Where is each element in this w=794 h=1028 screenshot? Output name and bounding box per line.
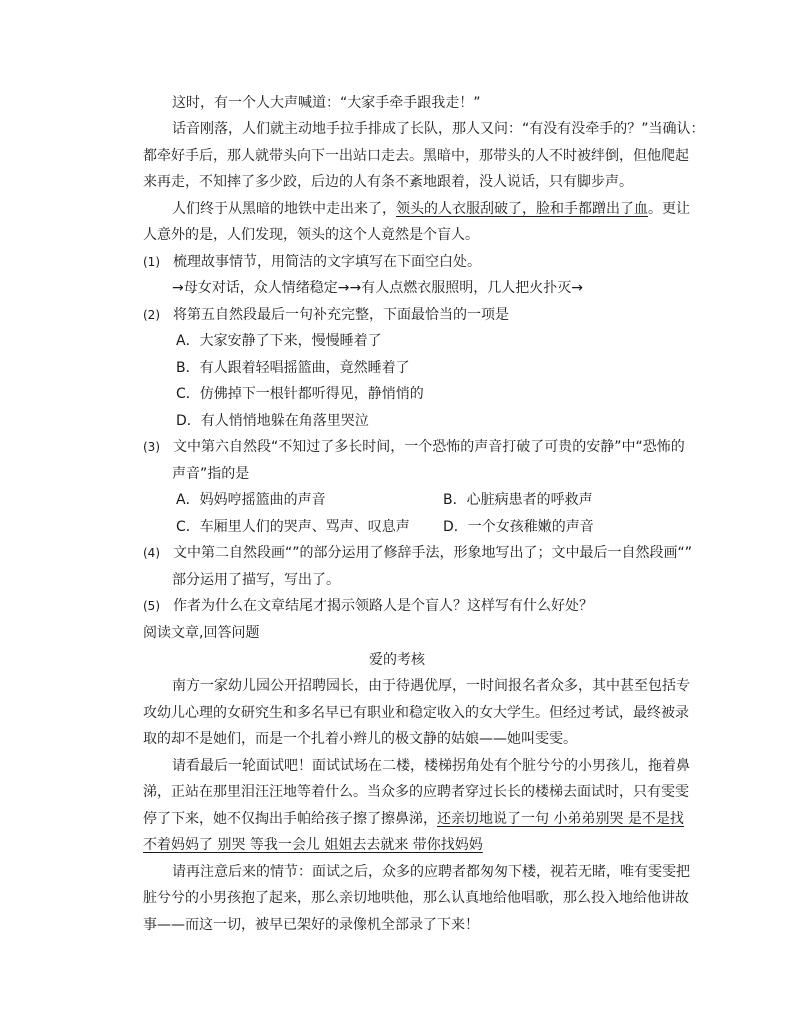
question-number: (1): [143, 255, 160, 269]
underlined-text: 还亲切地说了一句 小弟弟别哭 是不是找: [437, 811, 684, 827]
question-2: [143, 305, 509, 325]
underlined-text: 领头的人衣服刮破了，脸和手都蹭出了血: [396, 201, 648, 217]
question-text: 文中第六自然段“不知过了多长时间，一个恐怖的声音打破了可贵的安静”中“恐怖的: [173, 439, 685, 455]
option-a: A．大家安静了下来，慢慢睡着了: [176, 333, 382, 349]
question-text: 梳理故事情节，用简洁的文字填写在下面空白处。: [173, 254, 481, 270]
question-number: (5): [143, 599, 160, 613]
question-number: (4): [143, 546, 160, 560]
question-1-flow: →母女对话，众人情绪稳定→→有人点燃衣服照明，几人把火扑灭→: [172, 280, 583, 296]
paragraph-line: 请再注意后来的情节：面试之后，众多的应聘者都匆匆下楼，视若无睹，唯有雯雯把: [172, 864, 690, 880]
paragraph-line: 南方一家幼儿园公开招聘园长，由于待遇优厚，一时间报名者众多，其中甚至包括专: [172, 678, 690, 694]
option-b: B．有人跟着轻唱摇篮曲，竟然睡着了: [176, 360, 410, 376]
question-text-cont: 声音”指的是: [172, 466, 250, 482]
paragraph-line: [172, 199, 690, 219]
question-4: [143, 543, 692, 563]
option-d: D．一个女孩稚嫩的声音: [443, 519, 594, 535]
question-5: [143, 596, 593, 616]
text-run: 人们终于从黑暗的地铁中走出来了，: [172, 201, 396, 217]
article-title: 爱的考核: [369, 652, 425, 668]
question-text: 将第五自然段最后一句补充完整，下面最恰当的一项是: [173, 307, 509, 323]
paragraph-line: 涕，正站在那里泪汪汪地等着什么。当众多的应聘者穿过长长的楼梯去面试时，只有雯雯: [143, 784, 689, 800]
paragraph-line: 事——而这一切，被早已架好的录像机全部录了下来！: [143, 917, 479, 933]
question-text-cont: 部分运用了描写，写出了。: [172, 572, 340, 588]
question-number: (3): [143, 440, 160, 454]
option-b: B．心脏病患者的呼救声: [443, 492, 593, 508]
paragraph-line: 请看最后一轮面试吧！面试试场在二楼，楼梯拐角处有个脏兮兮的小男孩儿，拖着鼻: [172, 758, 690, 774]
paragraph-line: 攻幼儿心理的女研究生和多名早已有职业和稳定收入的女大学生。但经过考试，最终被录: [143, 705, 689, 721]
question-text: 作者为什么在文章结尾才揭示领路人是个盲人？这样写有什么好处？: [173, 598, 593, 614]
text-run: 。更让: [648, 201, 690, 217]
paragraph-line: 取的却不是她们，而是一个扎着小辫儿的极文静的姑娘——她叫雯雯。: [143, 731, 577, 747]
question-3: [143, 437, 685, 457]
paragraph-line: [143, 809, 684, 829]
question-text: 文中第二自然段画“”的部分运用了修辞手法，形象地写出了；文中最后一自然段画“”: [173, 545, 693, 561]
option-a: A．妈妈哼摇篮曲的声音: [176, 492, 326, 508]
paragraph-line: 这时，有一个人大声喊道：“大家手牵手跟我走！”: [172, 95, 481, 111]
option-c: C．仿佛掉下一根针都听得见，静悄悄的: [176, 386, 424, 402]
underlined-text: 不着妈妈了 别哭 等我一会儿 姐姐去去就来 带你找妈妈: [143, 837, 483, 853]
paragraph-line: 脏兮兮的小男孩抱了起来，那么亲切地哄他，那么认真地给他唱歌，那么投入地给他讲故: [143, 890, 689, 906]
option-d: D．有人悄悄地躲在角落里哭泣: [176, 413, 369, 429]
paragraph-line: 话音刚落，人们就主动地手拉手排成了长队，那人又问：“有没有没牵手的？”当确认：: [172, 121, 705, 137]
question-number: (2): [143, 308, 160, 322]
question-1: [143, 252, 481, 272]
section-heading: 阅读文章,回答问题: [143, 625, 260, 641]
paragraph-line: [143, 835, 483, 855]
paragraph-line: 都牵好手后，那人就带头向下一出站口走去。黑暗中，那带头的人不时被绊倒，但他爬起: [143, 148, 689, 164]
text-run: 停了下来，她不仅掏出手帕给孩子擦了擦鼻涕，: [143, 811, 437, 827]
option-c: C．车厢里人们的哭声、骂声、叹息声: [176, 519, 410, 535]
paragraph-line: 人意外的是，人们发现，领头的这个人竟然是个盲人。: [143, 227, 479, 243]
paragraph-line: 来再走，不知摔了多少跤，后边的人有条不紊地跟着，没人说话，只有脚步声。: [143, 174, 633, 190]
